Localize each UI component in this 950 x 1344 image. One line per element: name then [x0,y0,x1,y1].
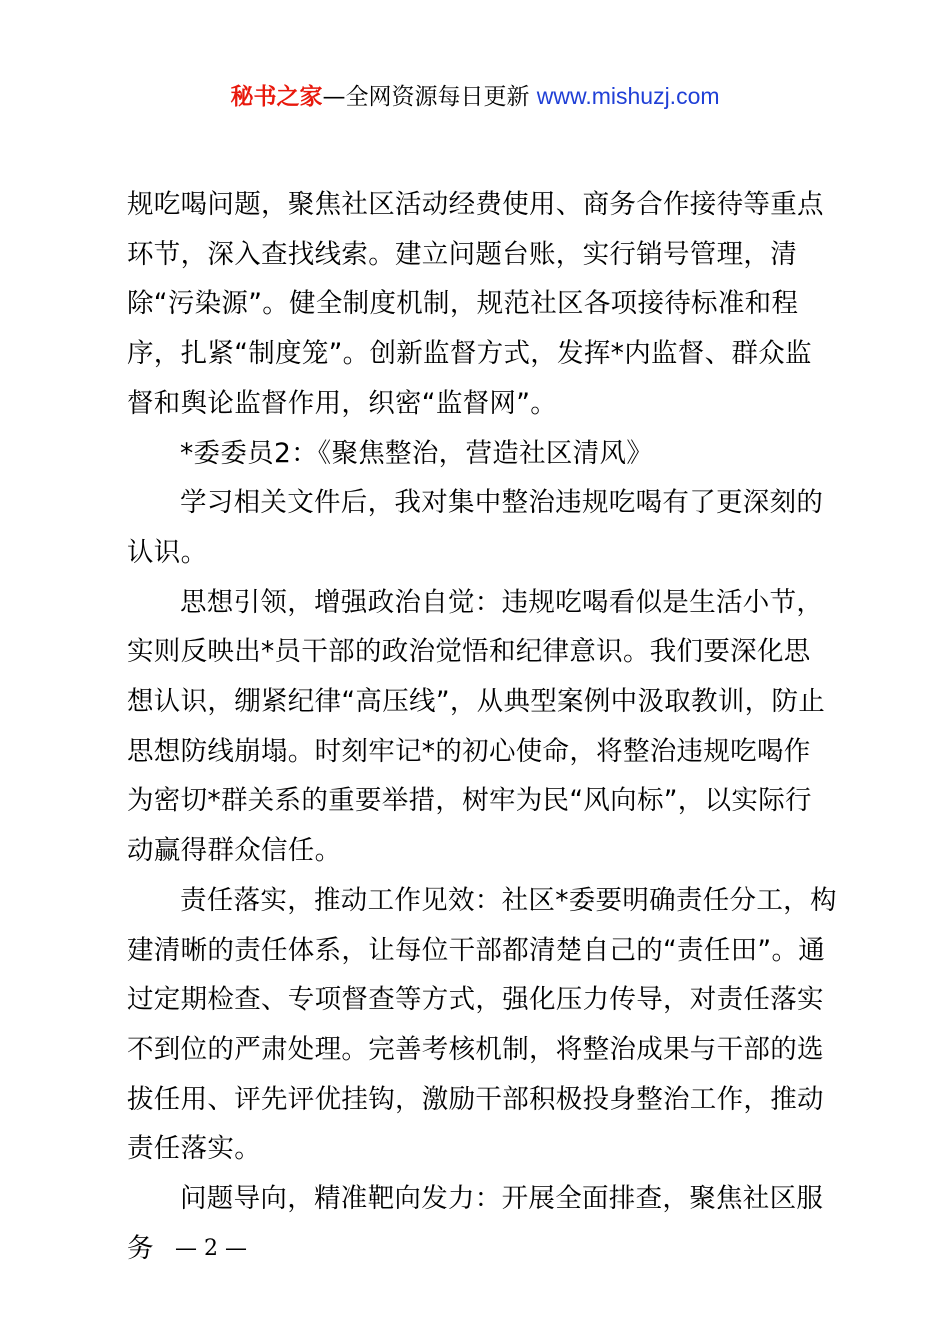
site-tagline: —全网资源每日更新 [322,84,537,110]
section-heading: *委委员2：《聚焦整治，营造社区清风》 [180,437,654,469]
paragraph-continuation: 规吃喝问题，聚焦社区活动经费使用、商务合作接待等重点环节，深入查找线索。建立问题台账，实行销号管理，清除“污染源”。健全制度机制，规范社区各项接待标准和程序，扎紧“制度笼”。创新监督方式，发挥*内监督、群众监督和舆论监督作用，织密“监督网”。 [127,189,824,419]
paragraph: 问题导向，精准靶向发力：开展全面排查，聚焦社区服务 [127,1183,824,1264]
paragraph: 学习相关文件后，我对集中整治违规吃喝有了更深刻的认识。 [127,487,824,568]
document-body [127,180,837,1273]
site-brand-name: 秘书之家 [230,84,323,110]
page-number: — 2 — [175,1236,247,1261]
site-url-link[interactable]: www.mishuzj.com [536,83,720,109]
site-header [0,80,950,113]
paragraph: 思想引领，增强政治自觉：违规吃喝看似是生活小节，实则反映出*员干部的政治觉悟和纪律意识。我们要深化思想认识，绷紧纪律“高压线”，从典型案例中汲取教训，防止思想防线崩塌。时刻牢记*的初心使命，将整治违规吃喝作为密切*群关系的重要举措，树牢为民“风向标”，以实际行动赢得群众信任。 [127,586,826,867]
paragraph: 责任落实，推动工作见效：社区*委要明确责任分工，构建清晰的责任体系，让每位干部都清楚自己的“责任田”。通过定期检查、专项督查等方式，强化压力传导，对责任落实不到位的严肃处理。完善考核机制，将整治成果与干部的选拔任用、评先评优挂钩，激励干部积极投身整治工作，推动责任落实。 [127,884,837,1165]
